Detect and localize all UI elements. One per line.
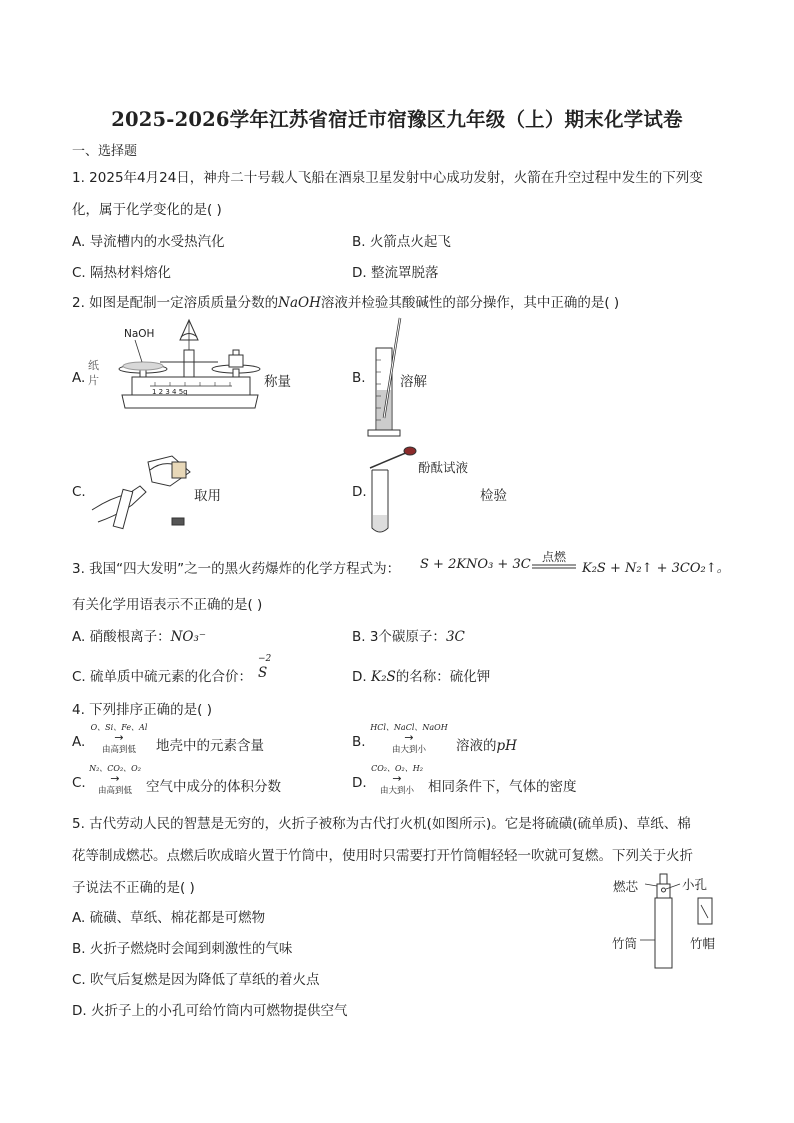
q5-stem-line1: 5. 古代劳动人民的智慧是无穷的，火折子被称为古代打火机(如图所示)。它是将硫磺(硫单质)、草纸、棉 — [72, 816, 691, 832]
q2-a-paper-label-2: 片 — [88, 374, 99, 387]
q3-c-valence: −2 — [258, 654, 272, 664]
q4-option-c-letter[interactable]: C. — [72, 775, 86, 791]
q4-b-text: 溶液的pH — [456, 738, 517, 754]
q2-a-paper-label-1: 纸 — [88, 359, 99, 372]
q4-d-text: 相同条件下，气体的密度 — [428, 779, 577, 795]
q5-option-d[interactable]: D. 火折子上的小孔可给竹筒内可燃物提供空气 — [72, 1003, 348, 1019]
q5-fig-hole-label: 小孔 — [682, 877, 708, 892]
exam-title: 2025-2026学年江苏省宿迁市宿豫区九年级（上）期末化学试卷 — [111, 108, 683, 131]
q3-option-a[interactable]: A. 硝酸根离子：NO₃⁻ — [72, 629, 207, 645]
q2-a-scale-ticks: 1 2 3 4 5g — [152, 388, 188, 396]
q2-option-d-letter[interactable]: D. — [352, 484, 367, 500]
q4-c-sequence: N₂、CO₂、O₂ → 由高到低 — [89, 764, 141, 796]
q5-stem-line2: 花等制成燃芯。点燃后吹成暗火置于竹筒中，使用时只需要打开竹筒帽轻轻一吹就可复燃。下列关于火折 — [72, 848, 693, 864]
q3-option-c[interactable]: C. 硫单质中硫元素的化合价： — [72, 669, 253, 685]
q3-stem-line2: 有关化学用语表示不正确的是( ) — [72, 597, 263, 613]
q4-option-d-letter[interactable]: D. — [352, 775, 367, 791]
q2-stem: 2. 如图是配制一定溶质质量分数的NaOH溶液并检验其酸碱性的部分操作，其中正确的是( ) — [72, 295, 620, 311]
q2-a-label: 称量 — [264, 374, 291, 390]
section-heading: 一、选择题 — [72, 144, 138, 159]
q4-a-text: 地壳中的元素含量 — [156, 738, 264, 754]
q2-c-label: 取用 — [194, 488, 221, 504]
q1-option-a[interactable]: A. 导流槽内的水受热汽化 — [72, 234, 225, 250]
q2-option-b-letter[interactable]: B. — [352, 370, 366, 386]
q5-option-c[interactable]: C. 吹气后复燃是因为降低了草纸的着火点 — [72, 972, 320, 988]
q3-eq-condition: 点燃 — [541, 550, 566, 564]
q1-stem-line2: 化，属于化学变化的是( ) — [72, 202, 222, 218]
q2-option-c-letter[interactable]: C. — [72, 484, 86, 500]
q4-stem: 4. 下列排序正确的是( ) — [72, 702, 212, 718]
q4-option-b-letter[interactable]: B. — [352, 734, 366, 750]
q2-b-label: 溶解 — [400, 374, 427, 390]
q3-eq-right: K₂S + N₂↑ + 3CO₂↑。 — [582, 561, 730, 576]
q3-stem: 3. 我国“四大发明”之一的黑火药爆炸的化学方程式为： — [72, 561, 401, 577]
q1-option-c[interactable]: C. 隔热材料熔化 — [72, 265, 172, 281]
q3-option-d[interactable]: D. K₂S的名称：硫化钾 — [352, 669, 491, 685]
q1-option-b[interactable]: B. 火箭点火起飞 — [352, 234, 451, 250]
q4-c-text: 空气中成分的体积分数 — [146, 779, 281, 795]
q5-option-a[interactable]: A. 硫磺、草纸、棉花都是可燃物 — [72, 910, 266, 926]
q4-b-sequence: HCl、NaCl、NaOH → 由大到小 — [370, 723, 448, 755]
q2-a-naoh-label: NaOH — [124, 328, 155, 340]
q4-d-sequence: CO₂、O₂、H₂ → 由大到小 — [371, 764, 423, 796]
q3-c-symbol: S — [258, 665, 268, 681]
q5-option-b[interactable]: B. 火折子燃烧时会闻到刺激性的气味 — [72, 941, 293, 957]
q5-fig-core-label: 燃芯 — [613, 879, 639, 894]
q3-eq-left: S + 2KNO₃ + 3C — [420, 557, 531, 572]
q5-fig-tube-label: 竹筒 — [612, 936, 638, 951]
q1-option-d[interactable]: D. 整流罩脱落 — [352, 265, 439, 281]
q2-d-label: 检验 — [480, 488, 507, 504]
q3-option-b[interactable]: B. 3个碳原子：3C — [352, 629, 465, 645]
q5-fig-cap-label: 竹帽 — [690, 936, 716, 951]
q2-option-a-letter[interactable]: A. — [72, 370, 86, 386]
q2-d-reagent-label: 酚酞试液 — [418, 460, 469, 475]
q4-a-sequence: O、Si、Fe、Al → 由高到低 — [90, 723, 148, 755]
q4-option-a-letter[interactable]: A. — [72, 734, 86, 750]
q1-stem-line1: 1. 2025年4月24日，神舟二十号载人飞船在酒泉卫星发射中心成功发射，火箭在升空过程中发生的下列变 — [72, 170, 703, 186]
q5-stem-line3: 子说法不正确的是( ) — [72, 880, 195, 896]
